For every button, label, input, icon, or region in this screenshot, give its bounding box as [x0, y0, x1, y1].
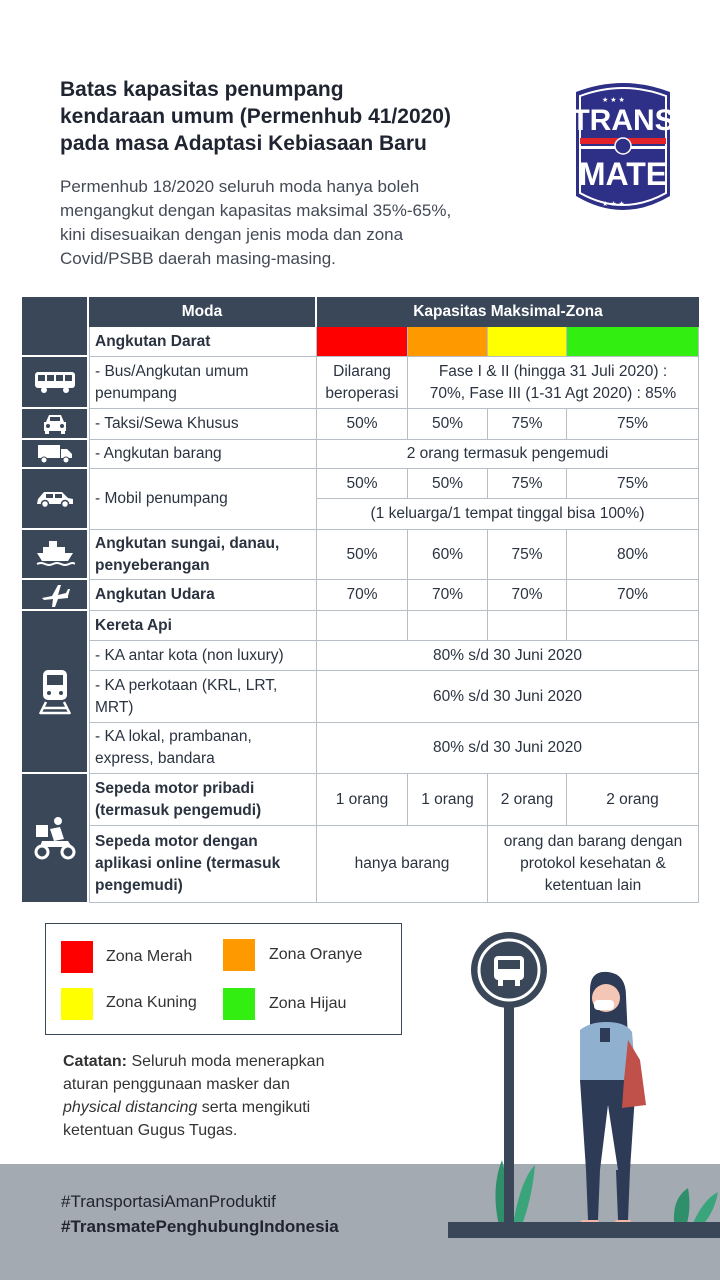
row-mobil-label: - Mobil penumpang	[89, 469, 317, 530]
row-taksi-label: - Taksi/Sewa Khusus	[89, 409, 317, 440]
icon-cell-header	[22, 297, 87, 357]
page-title	[60, 76, 540, 157]
icon-cell-taxi	[22, 409, 87, 440]
title-line: kendaraan umum (Permenhub 41/2020)	[60, 105, 451, 128]
svg-text:★ ★ ★: ★ ★ ★	[602, 97, 625, 104]
note-bold: Catatan:	[63, 1053, 128, 1070]
legend-red-label: Zona Merah	[106, 948, 193, 965]
row-mobil-green: 75%	[567, 469, 699, 499]
zone-green-swatch	[567, 327, 699, 357]
ship-icon	[35, 539, 75, 569]
zone-orange-swatch	[408, 327, 488, 357]
car-icon	[36, 489, 74, 509]
airplane-icon	[40, 582, 70, 608]
icon-cell-plane	[22, 580, 87, 611]
title-line: pada masa Adaptasi Kebiasaan Baru	[60, 132, 427, 155]
subtitle-line: mengangkut dengan kapasitas maksimal 35%-65%,	[60, 201, 452, 220]
row-bus-red: Dilarang beroperasi	[317, 357, 408, 409]
row-motor-online-red-orange: hanya barang	[317, 826, 488, 903]
row-motor-online-label: Sepeda motor dengan aplikasi online (termasuk pengemudi)	[89, 826, 317, 903]
subtitle-line: Covid/PSBB daerah masing-masing.	[60, 249, 336, 268]
row-angkutan-darat-label: Angkutan Darat	[89, 327, 317, 357]
row-kereta-yellow	[488, 611, 567, 641]
row-motor-red: 1 orang	[317, 774, 408, 826]
row-sungai-orange: 60%	[408, 530, 488, 580]
page-subtitle	[60, 175, 540, 271]
header-kapasitas: Kapasitas Maksimal-Zona	[317, 297, 699, 327]
row-kereta-orange	[408, 611, 488, 641]
row-taksi-red: 50%	[317, 409, 408, 440]
row-motor-green: 2 orang	[567, 774, 699, 826]
capacity-table	[22, 297, 699, 904]
row-motor-label: Sepeda motor pribadi (termasuk pengemudi)	[89, 774, 317, 826]
row-motor-yellow: 2 orang	[488, 774, 567, 826]
subtitle-line: kini disesuaikan dengan jenis moda dan zona	[60, 225, 404, 244]
row-bus-rest: Fase I & II (hingga 31 Juli 2020) : 70%, Fase III (1-31 Agt 2020) : 85%	[408, 357, 699, 409]
icon-cell-motorbike	[22, 774, 87, 904]
title-line: Batas kapasitas penumpang	[60, 78, 344, 101]
row-barang-label: - Angkutan barang	[89, 440, 317, 469]
row-sungai-yellow: 75%	[488, 530, 567, 580]
row-taksi-yellow: 75%	[488, 409, 567, 440]
row-ka-lokal-label: - KA lokal, prambanan, express, bandara	[89, 723, 317, 774]
bus-icon	[34, 370, 76, 394]
row-udara-orange: 70%	[408, 580, 488, 611]
row-bus-label: - Bus/Angkutan umum penumpang	[89, 357, 317, 409]
zone-legend	[45, 923, 402, 1035]
row-ka-perkotaan-label: - KA perkotaan (KRL, LRT, MRT)	[89, 671, 317, 723]
legend-yellow-label: Zona Kuning	[106, 994, 197, 1011]
row-mobil-note: (1 keluarga/1 tempat tinggal bisa 100%)	[317, 499, 699, 530]
bus-stop-illustration	[440, 930, 720, 1260]
hashtag-2: #TransmatePenghubungIndonesia	[61, 1217, 339, 1236]
icon-cell-train	[22, 611, 87, 774]
row-udara-yellow: 70%	[488, 580, 567, 611]
row-motor-orange: 1 orang	[408, 774, 488, 826]
legend-yellow-swatch	[61, 988, 93, 1020]
row-kereta-label: Kereta Api	[89, 611, 317, 641]
row-ka-antar-value: 80% s/d 30 Juni 2020	[317, 641, 699, 671]
transmate-logo	[570, 78, 676, 220]
row-mobil-red: 50%	[317, 469, 408, 499]
row-sungai-red: 50%	[317, 530, 408, 580]
row-motor-online-yellow-green: orang dan barang dengan protokol kesehatan & ketentuan lain	[488, 826, 699, 903]
note-text: Catatan: Seluruh moda menerapkan aturan penggunaan masker dan physical distancing serta mengikuti ketentuan Gugus Tugas.	[63, 1053, 325, 1139]
row-kereta-green	[567, 611, 699, 641]
row-ka-antar-label: - KA antar kota (non luxury)	[89, 641, 317, 671]
legend-orange-swatch	[223, 939, 255, 971]
icon-cell-car	[22, 469, 87, 530]
row-kereta-red	[317, 611, 408, 641]
legend-green-swatch	[223, 988, 255, 1020]
row-udara-red: 70%	[317, 580, 408, 611]
logo-text-trans: TRANS	[571, 104, 675, 137]
row-ka-perkotaan-value: 60% s/d 30 Juni 2020	[317, 671, 699, 723]
logo-text-mate: MATE	[578, 156, 668, 192]
row-udara-label: Angkutan Udara	[89, 580, 317, 611]
car-front-icon	[42, 413, 68, 435]
icon-cell-ship	[22, 530, 87, 580]
row-sungai-label: Angkutan sungai, danau, penyeberangan	[89, 530, 317, 580]
subtitle-line: Permenhub 18/2020 seluruh moda hanya boleh	[60, 177, 420, 196]
row-sungai-green: 80%	[567, 530, 699, 580]
zone-red-swatch	[317, 327, 408, 357]
row-mobil-orange: 50%	[408, 469, 488, 499]
hashtag-1: #TransportasiAmanProduktif	[61, 1192, 276, 1211]
train-icon	[38, 668, 72, 716]
legend-green-label: Zona Hijau	[269, 995, 347, 1012]
motorbike-courier-icon	[32, 815, 78, 861]
row-udara-green: 70%	[567, 580, 699, 611]
header-moda: Moda	[89, 297, 317, 327]
row-ka-lokal-value: 80% s/d 30 Juni 2020	[317, 723, 699, 774]
zone-yellow-swatch	[488, 327, 567, 357]
truck-icon	[37, 444, 73, 464]
row-taksi-green: 75%	[567, 409, 699, 440]
svg-text:★ ★ ★: ★ ★ ★	[602, 201, 625, 208]
row-mobil-yellow: 75%	[488, 469, 567, 499]
row-barang-value: 2 orang termasuk pengemudi	[317, 440, 699, 469]
legend-orange-label: Zona Oranye	[269, 946, 363, 963]
icon-cell-truck	[22, 440, 87, 469]
legend-red-swatch	[61, 941, 93, 973]
row-taksi-orange: 50%	[408, 409, 488, 440]
icon-cell-bus	[22, 357, 87, 409]
